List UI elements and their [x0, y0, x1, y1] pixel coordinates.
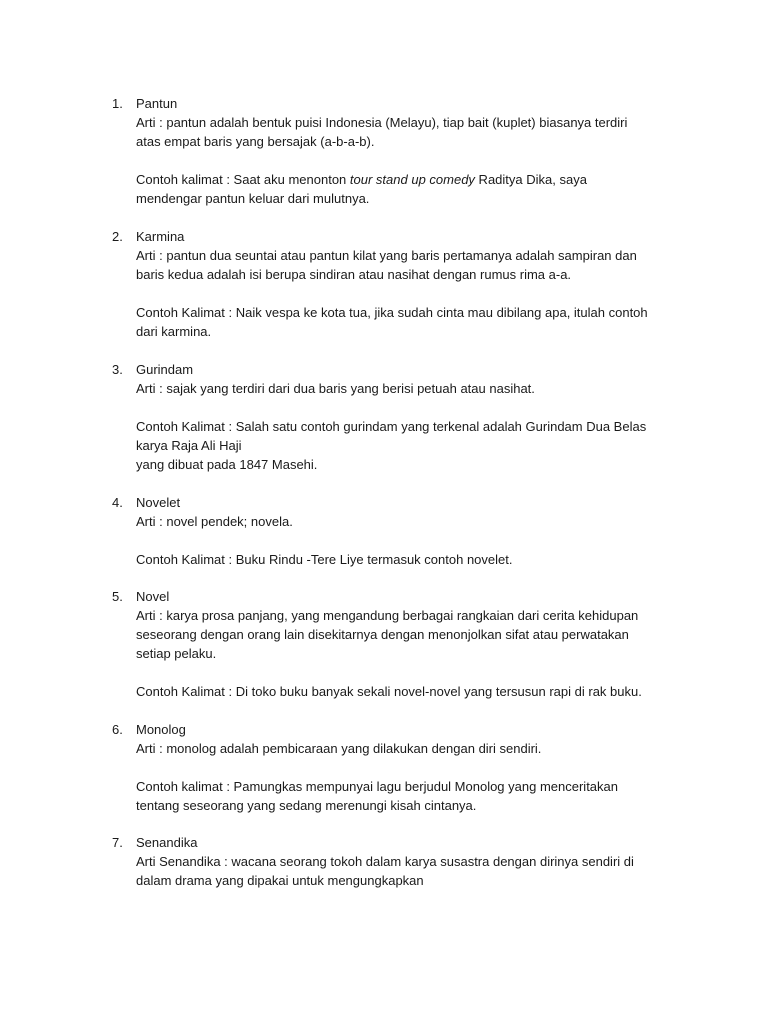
arti-line: Arti : pantun adalah bentuk puisi Indonesia (Melayu), tiap bait (kuplet) biasanya terdiri: [136, 115, 628, 130]
arti-line: Arti : monolog adalah pembicaraan yang dilakukan dengan diri sendiri.: [136, 741, 542, 756]
item-title: Senandika: [136, 835, 198, 850]
item-title: Gurindam: [136, 362, 194, 377]
item-number: 3.: [112, 362, 123, 377]
contoh-text: Contoh kalimat : Saat aku menonton: [136, 172, 350, 187]
item-number: 2.: [112, 229, 123, 244]
contoh-line: Contoh kalimat : Pamungkas mempunyai lagu berjudul Monolog yang menceritakan: [136, 779, 618, 794]
contoh-line: karya Raja Ali Haji: [136, 438, 242, 453]
arti-line: Arti Senandika : wacana seorang tokoh dalam karya susastra dengan dirinya sendiri di: [136, 854, 634, 869]
item-number: 7.: [112, 835, 123, 850]
arti-line: Arti : sajak yang terdiri dari dua baris yang berisi petuah atau nasihat.: [136, 381, 535, 396]
item-number: 4.: [112, 495, 123, 510]
contoh-line: Contoh Kalimat : Naik vespa ke kota tua, jika sudah cinta mau dibilang apa, itulah contoh: [136, 305, 648, 320]
contoh-line: mendengar pantun keluar dari mulutnya.: [136, 191, 370, 206]
arti-line: dalam drama yang dipakai untuk mengungkapkan: [136, 873, 424, 888]
item-title: Novelet: [136, 495, 181, 510]
item-title: Pantun: [136, 96, 178, 111]
item-number: 6.: [112, 722, 123, 737]
arti-line: setiap pelaku.: [136, 646, 217, 661]
contoh-line: tentang seseorang yang sedang merenungi kisah cintanya.: [136, 798, 477, 813]
item-number: 5.: [112, 589, 123, 604]
arti-line: Arti : novel pendek; novela.: [136, 514, 293, 529]
contoh-line: [136, 170, 587, 189]
arti-line: Arti : pantun dua seuntai atau pantun kilat yang baris pertamanya adalah sampiran dan: [136, 248, 637, 263]
contoh-line: Contoh Kalimat : Buku Rindu -Tere Liye termasuk contoh novelet.: [136, 552, 513, 567]
arti-line: baris kedua adalah isi berupa sindiran atau nasihat dengan rumus rima a-a.: [136, 267, 572, 282]
contoh-line: Contoh Kalimat : Salah satu contoh gurindam yang terkenal adalah Gurindam Dua Belas: [136, 419, 647, 434]
arti-line: seseorang dengan orang lain disekitarnya dengan menonjolkan sifat atau perwatakan: [136, 627, 629, 642]
arti-line: Arti : karya prosa panjang, yang mengandung berbagai rangkaian dari cerita kehidupan: [136, 608, 639, 623]
contoh-line: yang dibuat pada 1847 Masehi.: [136, 457, 318, 472]
item-title: Novel: [136, 589, 170, 604]
item-title: Monolog: [136, 722, 186, 737]
item-number: 1.: [112, 96, 123, 111]
contoh-italic-text: tour stand up comedy: [349, 172, 475, 187]
arti-line: atas empat baris yang bersajak (a-b-a-b).: [136, 134, 375, 149]
contoh-line: Contoh Kalimat : Di toko buku banyak sekali novel-novel yang tersusun rapi di rak buku.: [136, 684, 642, 699]
contoh-text: Raditya Dika, saya: [474, 172, 587, 187]
contoh-line: dari karmina.: [136, 324, 212, 339]
item-title: Karmina: [136, 229, 185, 244]
